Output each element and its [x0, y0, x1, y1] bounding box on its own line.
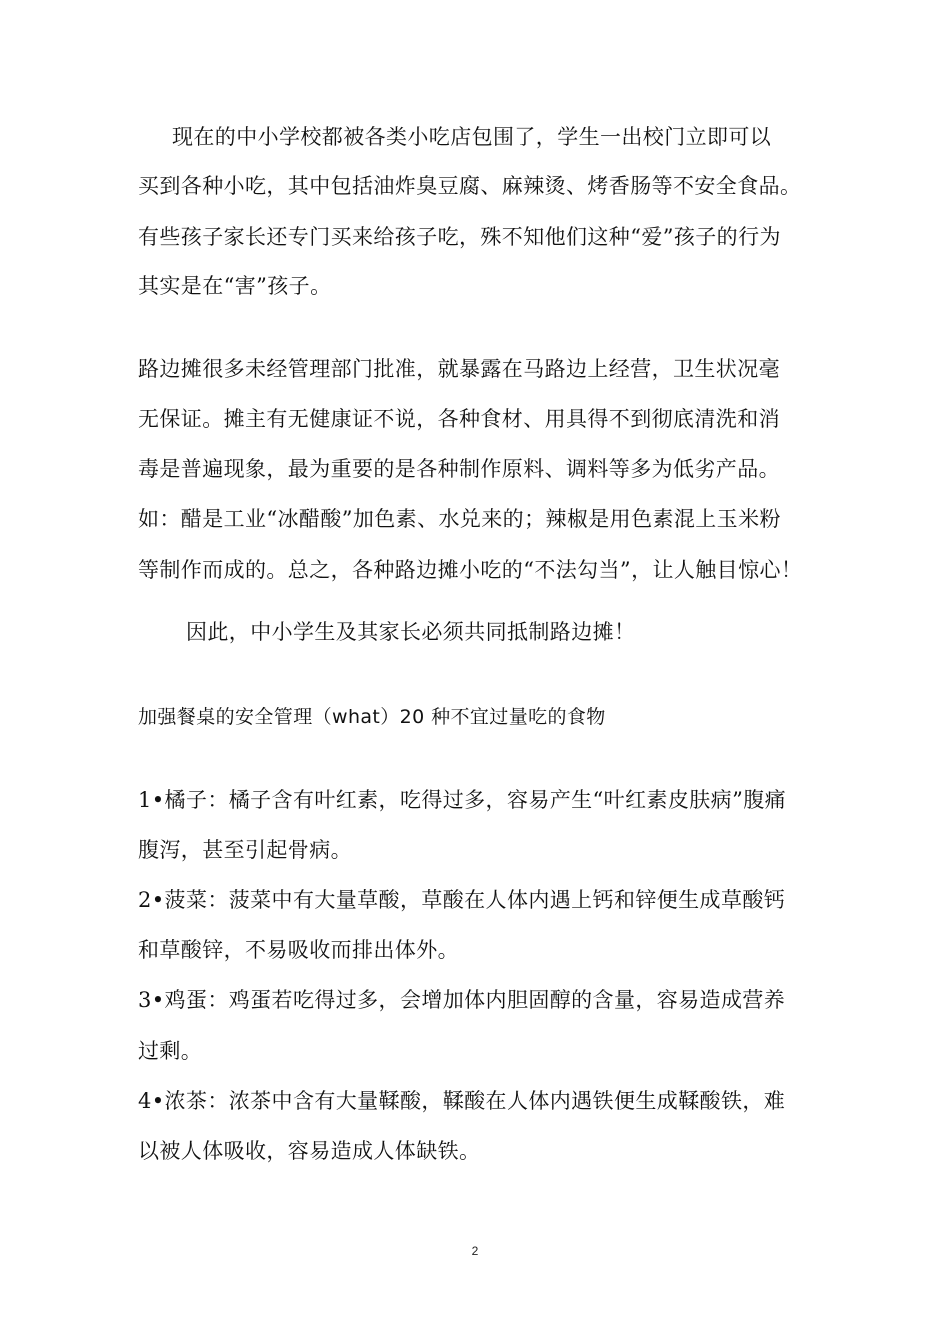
- page-number: 2: [471, 1244, 479, 1258]
- paragraph-2-line-2: 无保证。摊主有无健康证不说，各种食材、用具得不到彻底清洗和消: [138, 407, 780, 431]
- paragraph-2-line-3: 毒是普遍现象，最为重要的是各种制作原料、调料等多为低劣产品。: [138, 457, 780, 481]
- paragraph-1-line-3: 有些孩子家长还专门买来给孩子吃，殊不知他们这种“爱”孩子的行为: [138, 225, 781, 249]
- item-2-line-1: 2•菠菜：菠菜中有大量草酸，草酸在人体内遇上钙和锌便生成草酸钙: [138, 888, 786, 912]
- item-3-line-2: 过剩。: [138, 1039, 203, 1063]
- paragraph-1-line-2: 买到各种小吃，其中包括油炸臭豆腐、麻辣烫、烤香肠等不安全食品。: [138, 174, 802, 198]
- item-3-line-1: 3•鸡蛋：鸡蛋若吃得过多，会增加体内胆固醇的含量，容易造成营养: [138, 988, 786, 1012]
- paragraph-1-line-4: 其实是在“害”孩子。: [138, 274, 332, 298]
- paragraph-2-line-1: 路边摊很多未经管理部门批准，就暴露在马路边上经营，卫生状况毫: [138, 357, 780, 381]
- item-4-line-1: 4•浓茶：浓茶中含有大量鞣酸，鞣酸在人体内遇铁便生成鞣酸铁，难: [138, 1089, 786, 1113]
- section-heading: 加强餐桌的安全管理（what）20 种不宜过量吃的食物: [138, 706, 606, 728]
- item-1-line-1: 1•橘子：橘子含有叶红素，吃得过多，容易产生“叶红素皮肤病”腹痛: [138, 788, 787, 812]
- paragraph-1-line-1: 现在的中小学校都被各类小吃店包围了，学生一出校门立即可以: [172, 125, 772, 149]
- paragraph-2-line-5: 等制作而成的。总之，各种路边摊小吃的“不法勾当”，让人触目惊心！: [138, 558, 803, 582]
- paragraph-2-line-4: 如：醋是工业“冰醋酸”加色素、水兑来的；辣椒是用色素混上玉米粉: [138, 507, 781, 531]
- item-1-line-2: 腹泻，甚至引起骨病。: [138, 838, 352, 862]
- item-4-line-2: 以被人体吸收，容易造成人体缺铁。: [138, 1139, 481, 1163]
- item-2-line-2: 和草酸锌，不易吸收而排出体外。: [138, 938, 459, 962]
- paragraph-3: 因此，中小学生及其家长必须共同抵制路边摊！: [186, 620, 636, 644]
